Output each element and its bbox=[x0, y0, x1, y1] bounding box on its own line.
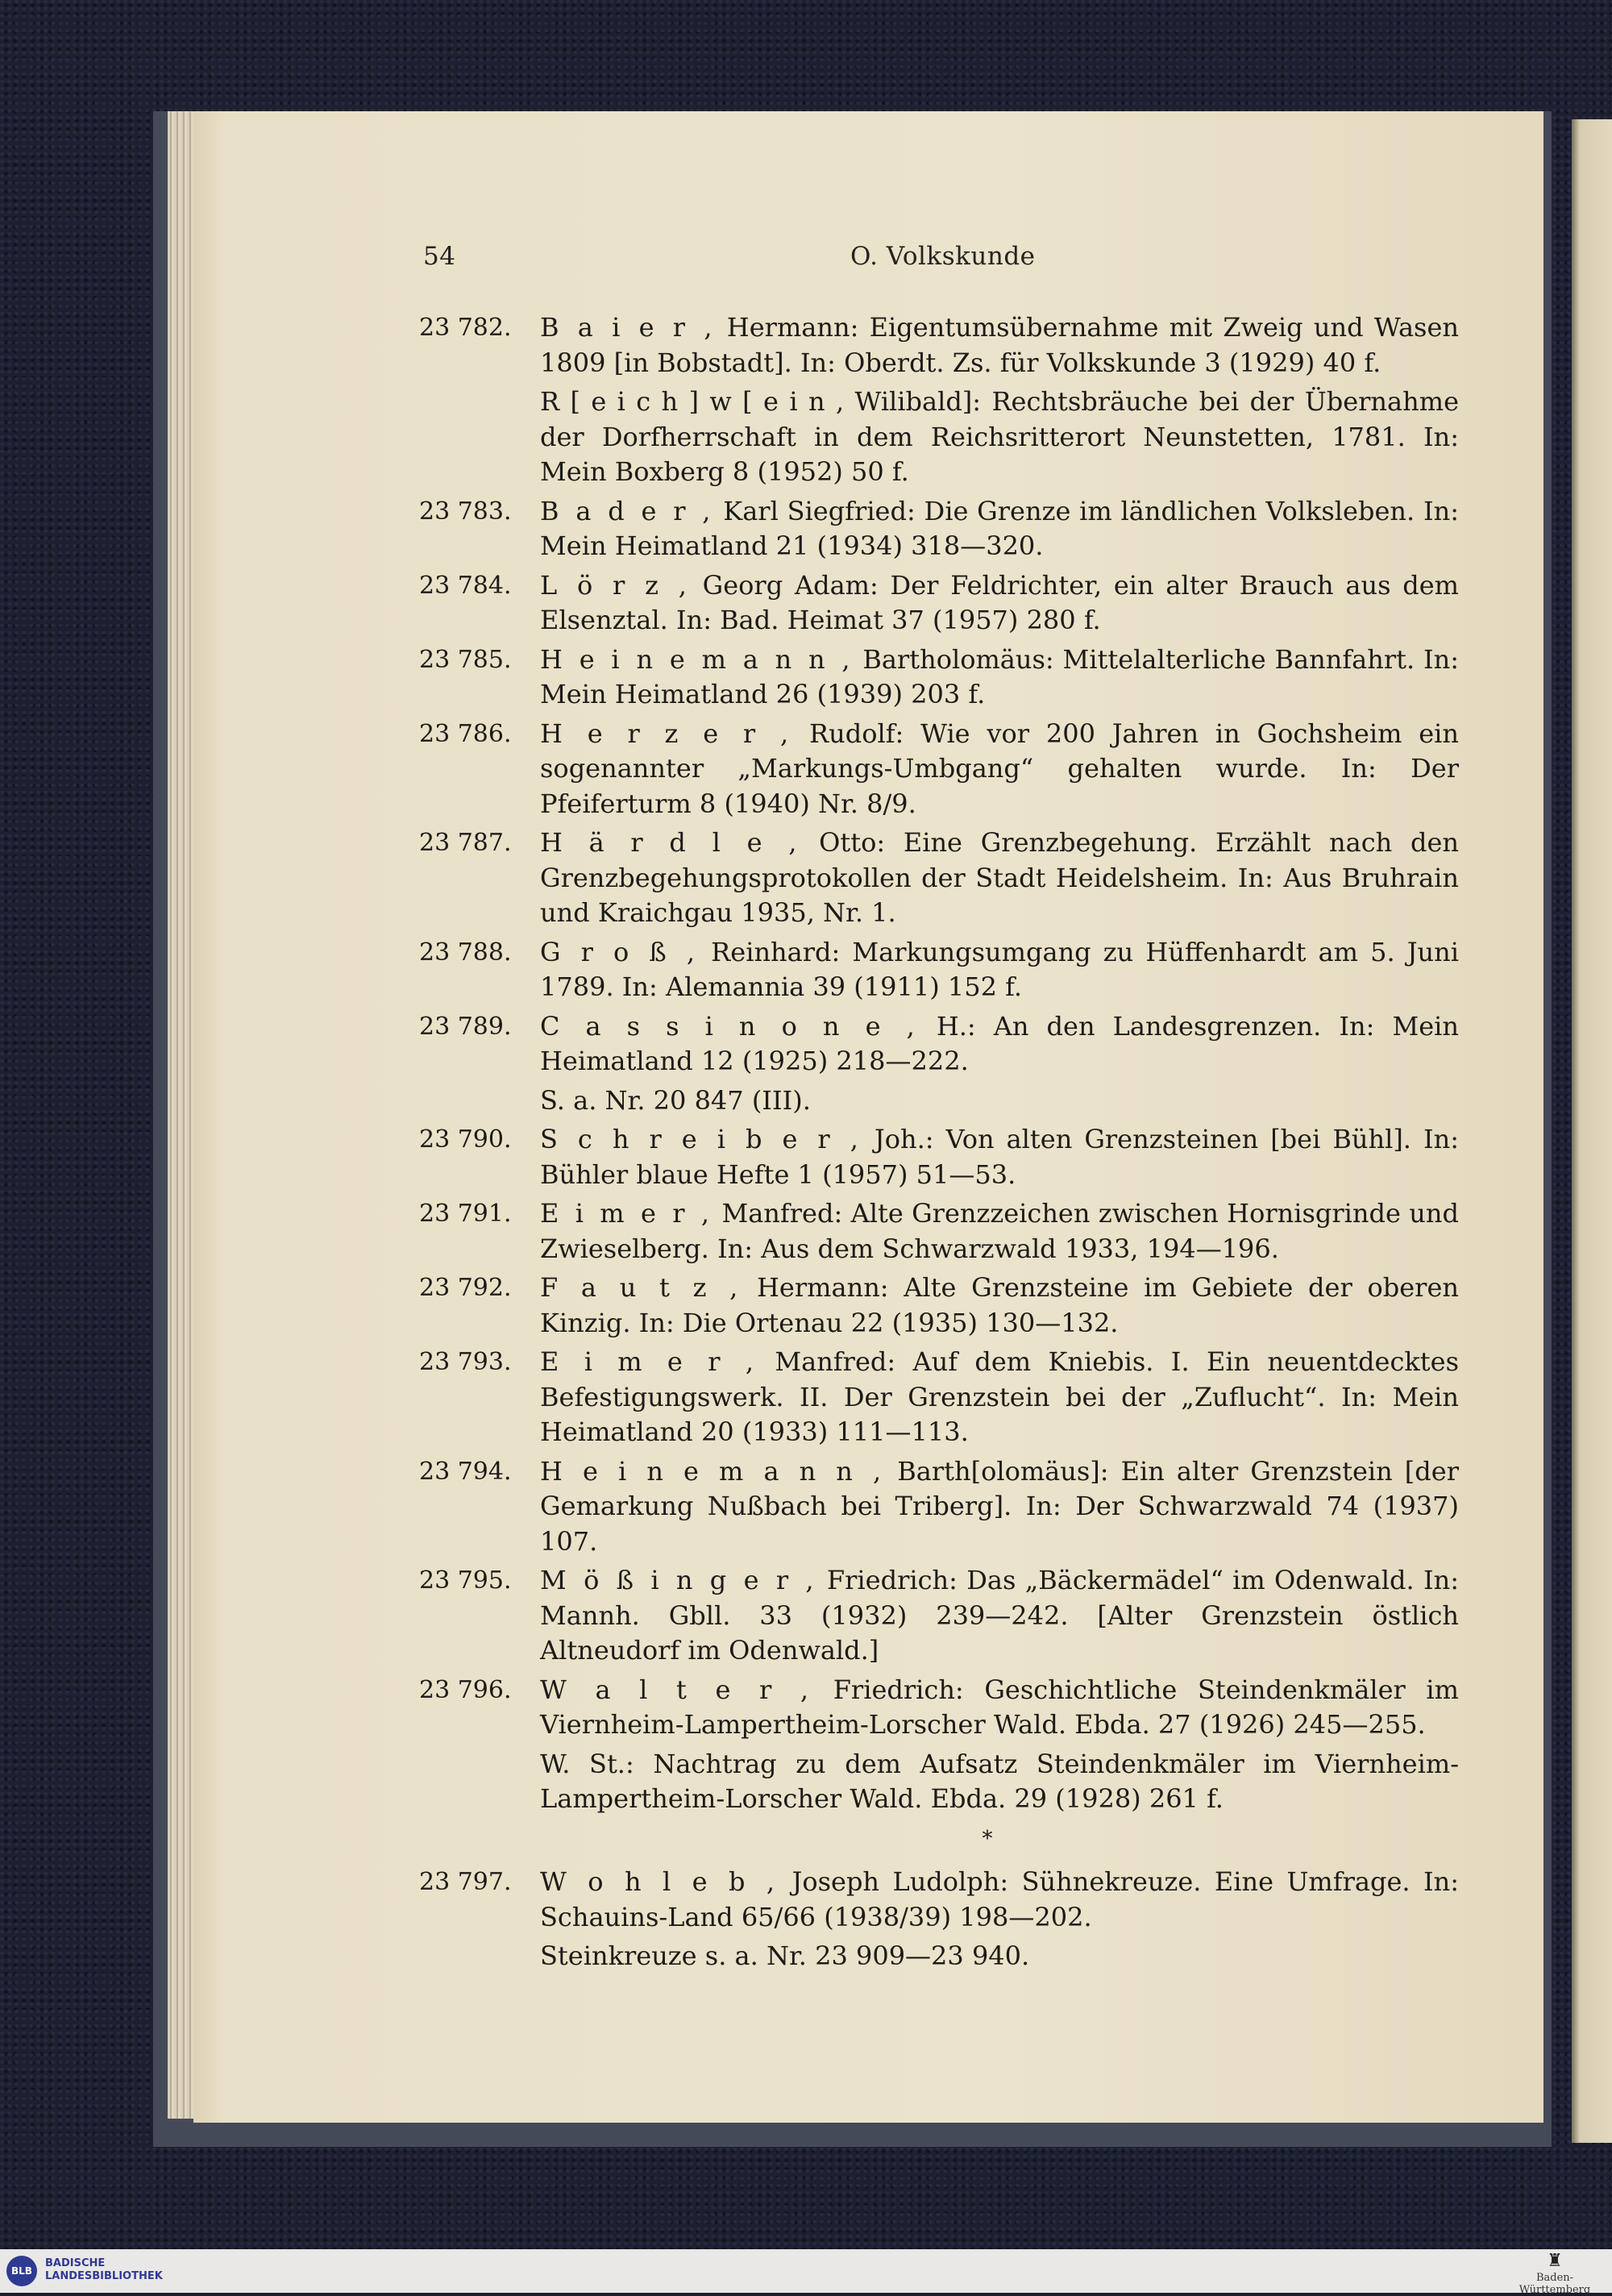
entry-number: 23 796. bbox=[419, 1675, 512, 1704]
bibliography-entry bbox=[419, 1563, 1459, 1669]
coat-of-arms-icon: ♜ bbox=[1547, 2251, 1563, 2271]
entry-number: 23 782. bbox=[419, 314, 512, 342]
entry-text: Manfred: Auf dem Kniebis. I. Ein neuentdecktes Befestigungswerk. II. Der Grenzstein bei der „Zuflucht“. In: Mein Heimatland 20 (1933) 111—113. bbox=[540, 1346, 1460, 1447]
entry-author: E i m e r , bbox=[540, 1198, 714, 1229]
entry-author: F a u t z , bbox=[540, 1272, 742, 1303]
entry-author: E i m e r , bbox=[540, 1346, 758, 1377]
entry-number: 23 784. bbox=[419, 571, 512, 600]
entry-number: 23 791. bbox=[419, 1200, 512, 1228]
bibliography-list bbox=[419, 310, 1459, 1978]
page-number: 54 bbox=[423, 242, 456, 271]
bibliography-entry bbox=[419, 1009, 1459, 1079]
bibliography-entry bbox=[419, 1454, 1459, 1560]
entry-note: Steinkreuze s. a. Nr. 23 909—23 940. bbox=[540, 1940, 1030, 1971]
baden-wuerttemberg-logo[interactable] bbox=[1510, 2251, 1599, 2296]
bibliography-entry bbox=[419, 643, 1459, 713]
entry-number: 23 790. bbox=[419, 1125, 512, 1154]
bibliography-entry bbox=[419, 1673, 1459, 1743]
entry-number: 23 783. bbox=[419, 497, 512, 526]
entry-text: Friedrich: Geschichtliche Steindenkmäler im Viernheim-Lampertheim-Lorscher Wald. Ebda. 27 (1926) 245—255. bbox=[540, 1674, 1460, 1740]
entry-author: H e r z e r , bbox=[540, 718, 793, 749]
entry-author: B a i e r , bbox=[540, 312, 717, 343]
library-name bbox=[45, 2257, 163, 2283]
entry-text: Manfred: Alte Grenzzeichen zwischen Hornisgrinde und Zwieselberg. In: Aus dem Schwarzwald 1933, 194—196. bbox=[540, 1198, 1460, 1264]
footer-bar bbox=[0, 2249, 1612, 2296]
entry-number: 23 792. bbox=[419, 1274, 512, 1302]
library-name-line1: BADISCHE bbox=[45, 2257, 106, 2269]
entry-author: M ö ß i n g e r , bbox=[540, 1565, 818, 1595]
entry-text: Hermann: Alte Grenzsteine im Gebiete der oberen Kinzig. In: Die Ortenau 22 (1935) 130—132. bbox=[540, 1272, 1460, 1338]
entry-text: Otto: Eine Grenzbegehung. Erzählt nach den Grenzbegehungsprotokollen der Stadt Heidelsheim. In: Aus Bruhrain und Kraichgau 1935, Nr. 1. bbox=[540, 827, 1460, 928]
baden-wuerttemberg-label: Baden-Württemberg bbox=[1519, 2272, 1591, 2296]
entry-text: Hermann: Eigentumsübernahme mit Zweig und Wasen 1809 [in Bobstadt]. In: Oberdt. Zs. für Volkskunde 3 (1929) 40 f. bbox=[540, 312, 1460, 378]
bibliography-entry bbox=[419, 717, 1459, 822]
library-name-line2: LANDESBIBLIOTHEK bbox=[45, 2270, 163, 2282]
entry-author: W o h l e b , bbox=[540, 1866, 779, 1897]
bibliography-entry bbox=[419, 568, 1459, 638]
entry-text: Bartholomäus: Mittelalterliche Bannfahrt. In: Mein Heimatland 26 (1939) 203 f. bbox=[540, 643, 1460, 709]
bibliography-entry bbox=[419, 1345, 1459, 1450]
entry-author: H e i n e m a n n , bbox=[540, 1455, 886, 1487]
section-separator: * bbox=[982, 1826, 993, 1851]
entry-author: S c h r e i b e r , bbox=[540, 1124, 862, 1154]
blb-logo[interactable]: BLB bbox=[6, 2256, 37, 2286]
bibliography-entry bbox=[419, 1122, 1459, 1192]
bibliography-entry bbox=[419, 935, 1459, 1005]
bibliography-entry bbox=[419, 826, 1459, 931]
bibliography-entry bbox=[419, 1865, 1459, 1935]
bibliography-entry bbox=[419, 1271, 1459, 1341]
entry-number: 23 794. bbox=[419, 1457, 512, 1486]
entry-author: W a l t e r , bbox=[540, 1674, 813, 1705]
bibliography-entry bbox=[419, 310, 1459, 381]
entry-number: 23 797. bbox=[419, 1868, 512, 1896]
entry-text: Rudolf: Wie vor 200 Jahren in Gochsheim ein sogenannter „Markungs-Umbgang“ gehalten wurde. In: Der Pfeiferturm 8 (1940) Nr. 8/9. bbox=[540, 718, 1460, 819]
entry-number: 23 793. bbox=[419, 1348, 512, 1376]
facing-page-edge bbox=[1572, 119, 1612, 2143]
bibliography-entry bbox=[419, 1196, 1459, 1267]
entry-note: W. St.: Nachtrag zu dem Aufsatz Steindenkmäler im Viernheim-Lampertheim-Lorscher Wald. Ebda. 29 (1928) 261 f. bbox=[540, 1748, 1459, 1814]
bibliography-entry bbox=[419, 494, 1459, 564]
entry-text: Karl Siegfried: Die Grenze im ländlichen Volksleben. In: Mein Heimatland 21 (1934) 318—320. bbox=[540, 495, 1460, 561]
entry-author: H ä r d l e , bbox=[540, 827, 801, 858]
entry-text: Joh.: Von alten Grenzsteinen [bei Bühl]. In: Bühler blaue Hefte 1 (1957) 51—53. bbox=[540, 1124, 1460, 1190]
entry-note: R [ e i c h ] w [ e i n , Wilibald]: Rechtsbräuche bei der Übernahme der Dorfherrschaft in dem Reichsritterort Neunstetten, 1781. In: Mein Boxberg 8 (1952) 50 f. bbox=[540, 386, 1459, 487]
entry-number: 23 785. bbox=[419, 645, 512, 674]
entry-text: Reinhard: Markungsumgang zu Hüffenhardt am 5. Juni 1789. In: Alemannia 39 (1911) 152 f. bbox=[540, 936, 1460, 1002]
entry-number: 23 795. bbox=[419, 1566, 512, 1595]
entry-text: Barth[olomäus]: Ein alter Grenzstein [der Gemarkung Nußbach bei Triberg]. In: Der Schwarzwald 74 (1937) 107. bbox=[540, 1455, 1459, 1557]
entry-author: C a s s i n o n e , bbox=[540, 1010, 919, 1042]
entry-author: G r o ß , bbox=[540, 936, 700, 967]
entry-text: H.: An den Landesgrenzen. In: Mein Heimatland 12 (1925) 218—222. bbox=[540, 1010, 1460, 1076]
entry-note: S. a. Nr. 20 847 (III). bbox=[540, 1084, 811, 1116]
entry-number: 23 787. bbox=[419, 829, 512, 857]
entry-author: L ö r z , bbox=[540, 569, 691, 601]
entry-text: Georg Adam: Der Feldrichter, ein alter Brauch aus dem Elsenztal. In: Bad. Heimat 37 (1957) 280 f. bbox=[540, 569, 1460, 635]
section-title: O. Volkskunde bbox=[850, 242, 1036, 271]
entry-text: Friedrich: Das „Bäckermädel“ im Odenwald. In: Mannh. Gbll. 33 (1932) 239—242. [Alter Grenzstein östlich Altneudorf im Odenwald.] bbox=[540, 1565, 1460, 1666]
entry-text: Joseph Ludolph: Sühnekreuze. Eine Umfrage. In: Schauins-Land 65/66 (1938/39) 198—202. bbox=[540, 1866, 1460, 1932]
entry-author: B a d e r , bbox=[540, 495, 715, 526]
entry-number: 23 789. bbox=[419, 1012, 512, 1041]
entry-number: 23 788. bbox=[419, 938, 512, 967]
entry-author: H e i n e m a n n , bbox=[540, 643, 854, 675]
entry-number: 23 786. bbox=[419, 719, 512, 748]
